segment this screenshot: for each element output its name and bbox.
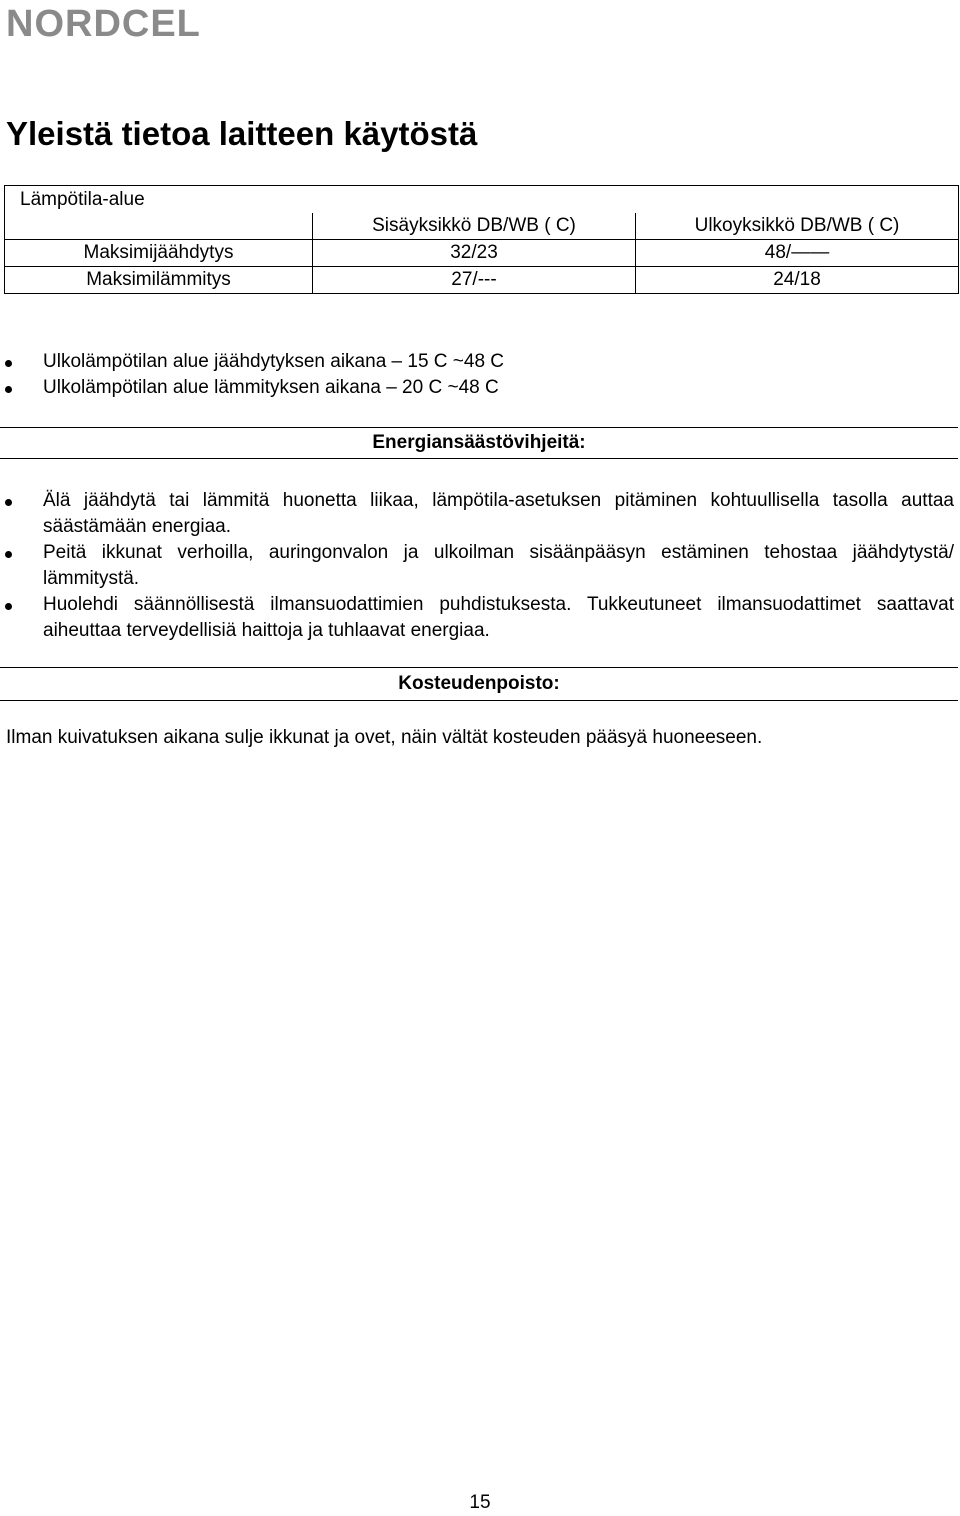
table-header-cell: Ulkoyksikkö DB/WB ( C): [636, 213, 959, 240]
table-cell: 48/——: [636, 240, 959, 267]
list-item-text: Ulkolämpötilan alue jäähdytyksen aikana – 15 C ~48 C: [43, 351, 505, 372]
list-item-text: Peitä ikkunat verhoilla, auringonvalon ja ulkoilman sisäänpääsyn estäminen tehostaa jäähdytystä/ lämmitystä.: [43, 542, 954, 589]
energy-tips-list: [0, 488, 954, 644]
brand-logo: NORDCEL: [6, 3, 201, 45]
bullet-icon: [5, 499, 12, 506]
list-item: [0, 375, 620, 401]
energy-section-heading: Energiansäästövihjeitä:: [0, 427, 958, 459]
table-caption: Lämpötila-alue: [5, 186, 959, 214]
list-item-text: Älä jäähdytä tai lämmitä huonetta liikaa, lämpötila-asetuksen pitäminen kohtuullisella tasolla auttaa säästämään energiaa.: [43, 490, 954, 537]
list-item: [0, 540, 954, 592]
list-item-text: Huolehdi säännöllisestä ilmansuodattimien puhdistuksesta. Tukkeutuneet ilmansuodattimet saattavat aiheuttaa terveydellisiä haittoja ja tuhlaavat energiaa.: [43, 594, 954, 641]
table-header-row: [5, 213, 959, 240]
dehumidify-section-heading: Kosteudenpoisto:: [0, 667, 958, 701]
table-caption-row: [5, 186, 959, 214]
table-cell: 24/18: [636, 267, 959, 294]
table-row: [5, 240, 959, 267]
bullet-icon: [5, 386, 12, 393]
table-header-cell: [5, 213, 313, 240]
list-item-text: Ulkolämpötilan alue lämmityksen aikana – 20 C ~48 C: [43, 377, 499, 398]
dehumidify-text: Ilman kuivatuksen aikana sulje ikkunat ja ovet, näin vältät kosteuden pääsyä huoneeseen.: [6, 727, 763, 748]
table-row: [5, 267, 959, 294]
table-header-cell: Sisäyksikkö DB/WB ( C): [313, 213, 636, 240]
page-number: 15: [469, 1492, 491, 1513]
bullet-icon: [5, 551, 12, 558]
list-item: [0, 592, 954, 644]
bullet-icon: [5, 360, 12, 367]
table-cell: 32/23: [313, 240, 636, 267]
bullet-icon: [5, 603, 12, 610]
temperature-notes-list: [0, 349, 620, 401]
table-cell: 27/---: [313, 267, 636, 294]
table-cell: Maksimilämmitys: [5, 267, 313, 294]
list-item: [0, 488, 954, 540]
temperature-range-table: [4, 185, 959, 294]
page-title: Yleistä tietoa laitteen käytöstä: [6, 115, 478, 152]
table-cell: Maksimijäähdytys: [5, 240, 313, 267]
list-item: [0, 349, 620, 375]
